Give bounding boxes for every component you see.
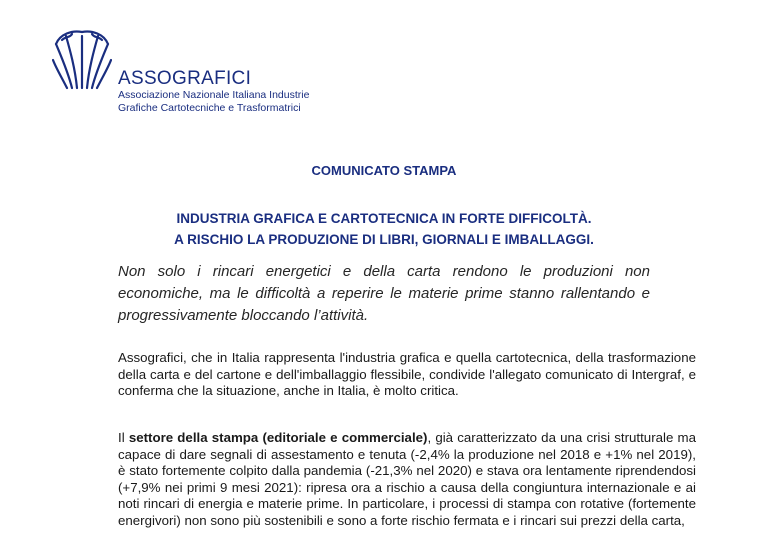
brand-subtitle-line1: Associazione Nazionale Italiana Industrie (118, 89, 310, 101)
press-release-label: COMUNICATO STAMPA (311, 163, 457, 178)
headline-line-2: A RISCHIO LA PRODUZIONE DI LIBRI, GIORNALI E IMBALLAGGI. (174, 232, 594, 247)
lead-paragraph: Non solo i rincari energetici e della carta rendono le produzioni non economiche, ma le difficoltà a reperire le materie prime stanno rallentando e progressivamente bloccando l’attività. (118, 263, 650, 324)
brand-name: ASSOGRAFICI (118, 68, 252, 89)
paragraph-2-intro: Il (118, 430, 129, 445)
paragraph-2-rest: , già caratterizzato da una crisi strutturale ma capace di dare segnali di assestamento e tenuta (-2,4% la produzione nel 2018 e +1% nel 2019), è stato fortemente colpito dalla pandemia (-21,3% nel 2020) e stava ora lentamente riprendendosi (+7,9% nei primi 9 mesi 2021): ripresa ora a rischio a causa della congiuntura internazionale e ai noti rincari di energia e materie prime. In particolare, i processi di stampa con rotative (fortemente energivori) non sono più sostenibili e sono a forte rischio fermata e i rincari sui prezzi della carta, (118, 430, 697, 528)
assografici-shell-logo-icon (52, 28, 112, 92)
headline-line-1: INDUSTRIA GRAFICA E CARTOTECNICA IN FORTE DIFFICOLTÀ. (176, 211, 592, 226)
body-paragraph-2 (118, 430, 696, 529)
headline (0, 208, 768, 250)
brand-block (118, 69, 309, 115)
body-paragraph-1: Assografici, che in Italia rappresenta l'industria grafica e quella cartotecnica, della trasformazione della carta e del cartone e dell'imballaggio flessibile, condivide l'allegato comunicato di Intergraf, e conferma che la situazione, anche in Italia, è molto critica. (118, 350, 696, 398)
paragraph-2-emphasis: settore della stampa (editoriale e commerciale) (128, 430, 428, 445)
brand-subtitle-line2: Grafiche Cartotecniche e Trasformatrici (118, 102, 301, 114)
